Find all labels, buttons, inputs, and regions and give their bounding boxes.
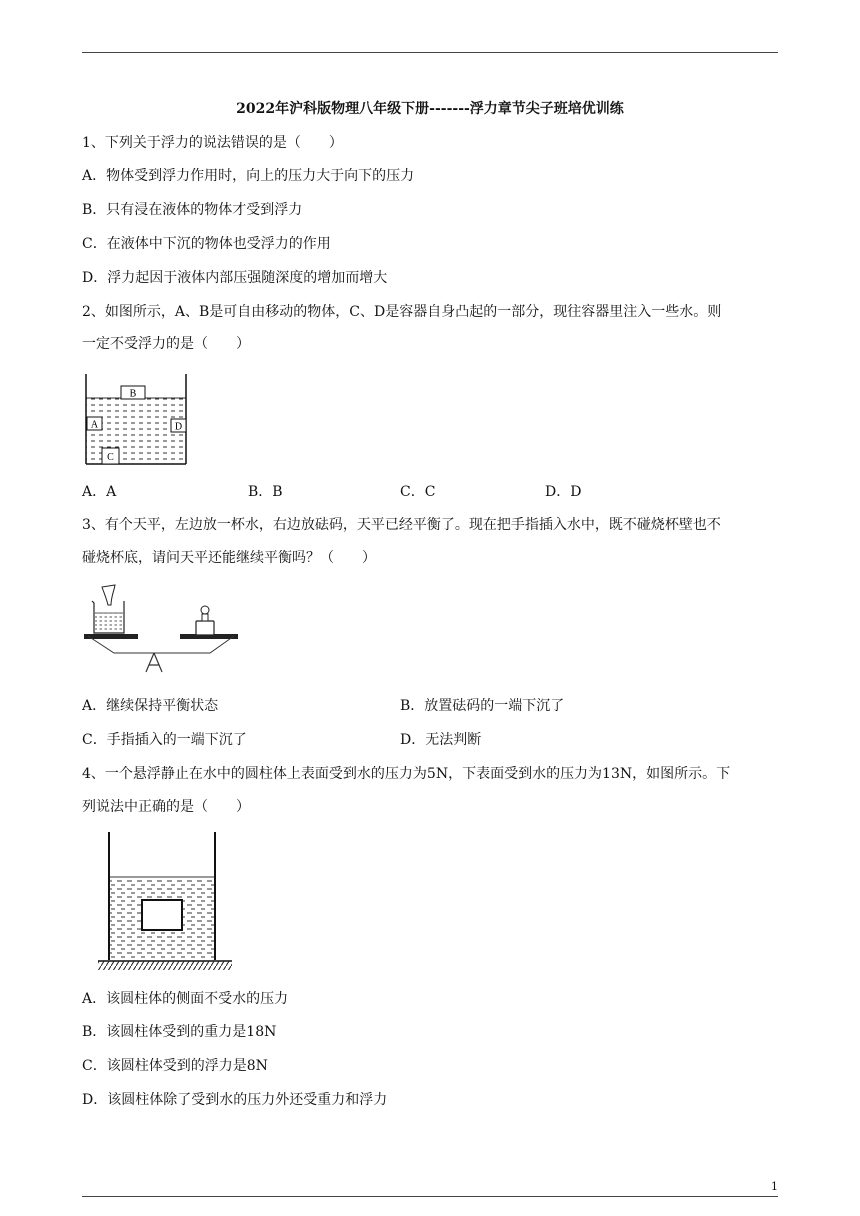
question-3-stem-line2: 碰烧杯底，请问天平还能继续平衡吗？（ ） bbox=[82, 550, 376, 566]
question-4-stem-line2: 列说法中正确的是（ ） bbox=[82, 799, 250, 815]
footer-rule bbox=[82, 1196, 778, 1197]
question-4-option-a: A．该圆柱体的侧面不受水的压力 bbox=[82, 991, 289, 1007]
question-4-option-b: B．该圆柱体受到的重力是18N bbox=[82, 1024, 277, 1040]
question-4-option-d: D．该圆柱体除了受到水的压力外还受重力和浮力 bbox=[82, 1092, 388, 1108]
question-1-option-c: C．在液体中下沉的物体也受浮力的作用 bbox=[82, 236, 331, 252]
question-3-stem-line1: 3、有个天平，左边放一杯水，右边放砝码，天平已经平衡了。现在把手指插入水中，既不碰烧杯壁也不 bbox=[82, 517, 721, 533]
object-a bbox=[87, 417, 102, 431]
beaker bbox=[92, 601, 124, 633]
question-3-balance-figure bbox=[84, 583, 240, 673]
question-2-option-a: A．A bbox=[82, 484, 117, 500]
page-number: 1 bbox=[771, 1180, 778, 1193]
question-1-option-b: B．只有浸在液体的物体才受到浮力 bbox=[82, 202, 303, 218]
header-rule bbox=[82, 52, 778, 53]
label-b: B bbox=[129, 388, 137, 400]
label-c: C bbox=[107, 452, 114, 463]
weight bbox=[196, 606, 214, 635]
question-2-option-b: B．B bbox=[248, 484, 283, 500]
question-1-stem: 1、下列关于浮力的说法错误的是（ ） bbox=[82, 135, 343, 151]
question-4-container-figure bbox=[96, 830, 234, 974]
bump-d bbox=[171, 419, 186, 433]
cylinder bbox=[142, 900, 182, 930]
question-1-option-d: D．浮力起因于液体内部压强随深度的增加而增大 bbox=[82, 270, 388, 286]
question-3-option-c: C．手指插入的一端下沉了 bbox=[82, 732, 247, 748]
question-2-option-c: C．C bbox=[400, 484, 436, 500]
question-3-option-b: B．放置砝码的一端下沉了 bbox=[400, 698, 565, 714]
question-4-stem-line1: 4、一个悬浮静止在水中的圆柱体上表面受到水的压力为5N，下表面受到水的压力为13N，如图所示。下 bbox=[82, 766, 731, 782]
question-2-stem-line2: 一定不受浮力的是（ ） bbox=[82, 336, 250, 352]
balance-stand bbox=[146, 653, 162, 672]
question-3-option-d: D．无法判断 bbox=[400, 732, 482, 748]
page-title: 2022年沪科版物理八年级下册-------浮力章节尖子班培优训练 bbox=[236, 101, 624, 117]
question-2-stem-line1: 2、如图所示，A、B是可自由移动的物体，C、D是容器自身凸起的一部分，现往容器里注入一些水。则 bbox=[82, 304, 722, 320]
question-4-option-c: C．该圆柱体受到的浮力是8N bbox=[82, 1058, 268, 1074]
finger bbox=[102, 585, 115, 605]
question-2-container-figure bbox=[82, 372, 192, 466]
question-2-option-d: D．D bbox=[545, 484, 582, 500]
bump-c bbox=[102, 448, 119, 464]
object-b bbox=[121, 386, 145, 400]
question-1-option-a: A．物体受到浮力作用时，向上的压力大于向下的压力 bbox=[82, 168, 415, 184]
question-3-option-a: A．继续保持平衡状态 bbox=[82, 698, 219, 714]
label-a: A bbox=[90, 419, 99, 431]
label-d: D bbox=[174, 421, 183, 433]
